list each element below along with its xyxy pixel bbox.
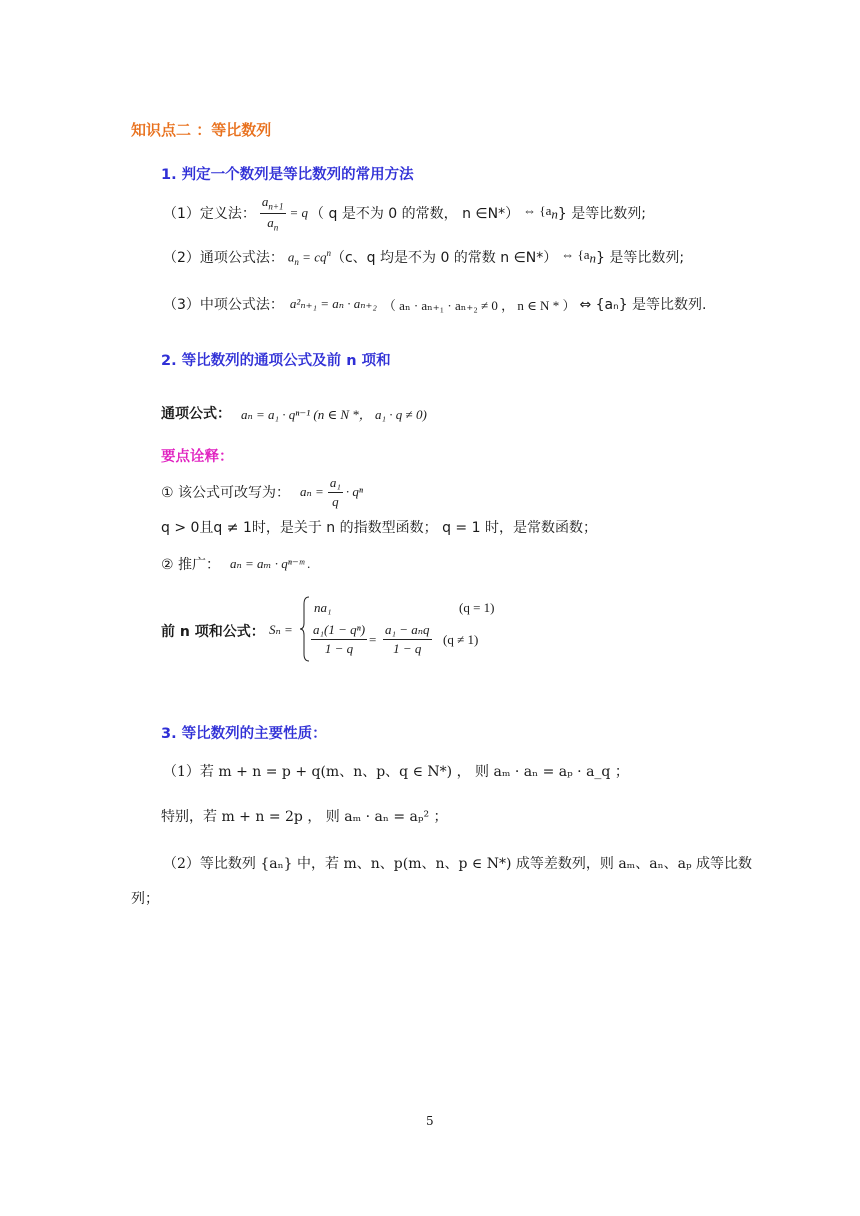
method-2-condition: （c、q 均是不为 0 的常数 n ∈N*）: [330, 250, 558, 266]
sum-case-2-condition: (q ≠ 1): [443, 632, 479, 647]
section-title: 知识点二 ：等比数列: [131, 121, 272, 139]
general-term-row: [161, 403, 427, 423]
method-3-result: ⇔ {aₙ} 是等比数列.: [579, 297, 707, 313]
method-2-row: [163, 247, 684, 267]
sum-label: 前 n 项和公式：: [161, 624, 265, 640]
property-2-line-1: （2）等比数列 {aₙ} 中，若 m、n、p(m、n、p ∈ N*) 成等差数列，则 aₘ、aₙ、aₚ 成等比数: [163, 856, 753, 872]
property-2-line-2: 列；: [131, 891, 159, 907]
method-1-condition: （ q 是不为 0 的常数， n ∈N*）: [310, 206, 520, 222]
note-1-tail: · qⁿ: [345, 484, 363, 499]
definition-fraction: $\frac{a_{n+1}}{a_n}$: [261, 193, 284, 233]
note-1-row: [161, 474, 363, 510]
method-3-row: [163, 294, 707, 314]
sum-case-1-condition: (q = 1): [459, 600, 495, 615]
general-term-formula: aₙ = a₁ · qⁿ⁻¹ (n ∈ N *， a₁ · q ≠ 0): [241, 406, 427, 422]
general-term-label: 通项公式：: [161, 406, 231, 422]
method-3-formula: a²ₙ₊₁ = aₙ · aₙ₊₂: [289, 296, 377, 311]
note-2-label: ② 推广：: [161, 557, 221, 573]
left-brace: [299, 596, 311, 662]
property-1: （1）若 m + n = p + q(m、n、p、q ∈ N*) ， 则 aₘ · aₙ = aₚ · a_q ；: [163, 764, 629, 780]
method-2-result-tail: } 是等比数列;: [596, 250, 685, 266]
method-3-label: （3）中项公式法：: [163, 297, 284, 313]
method-1-label: （1）定义法：: [163, 206, 256, 222]
note-1-lhs: aₙ =: [300, 484, 324, 499]
method-1-result-tail: } 是等比数列;: [557, 206, 646, 222]
page-number: 5: [426, 1114, 434, 1128]
sum-case-1: na₁: [314, 600, 332, 615]
notes-title: 要点诠释：: [161, 449, 234, 465]
property-1-special: 特别，若 m + n = 2p ， 则 aₘ · aₙ = aₚ² ；: [161, 809, 448, 825]
method-1-result: ⇔ {$a_n$: [523, 203, 558, 222]
note-1-fraction: $\frac{\text{a₁}}{q}$: [329, 474, 341, 509]
sum-formula-block: [161, 594, 581, 664]
sum-case-2-fraction-1: $\frac{\text{a₁(1 − qⁿ)}}{1 - q}$: [313, 622, 366, 656]
method-1-eq: = q: [289, 205, 309, 220]
method-2-label: （2）通项公式法：: [163, 250, 284, 266]
s1-title: 1. 判定一个数列是等比数列的常用方法: [161, 167, 414, 183]
s3-title: 3. 等比数列的主要性质：: [161, 726, 327, 742]
method-2-result: ⇔ {$a_n$: [561, 247, 597, 266]
sum-case-2-eq: =: [369, 632, 377, 647]
note-1-line-2: q > 0且q ≠ 1时，是关于 n 的指数型函数； q = 1 时，是常数函数；: [161, 520, 597, 536]
note-2-formula: aₙ = aₘ · qⁿ⁻ᵐ .: [230, 556, 311, 571]
note-1-label: ① 该公式可改写为：: [161, 485, 291, 501]
note-2-row: [161, 554, 311, 574]
method-3-condition: （ aₙ · aₙ₊₁ · aₙ₊₂ ≠ 0 ， n ∈ N * ）: [382, 297, 576, 313]
sum-lhs: Sₙ =: [269, 622, 293, 637]
method-1-row: [163, 193, 646, 233]
method-2-formula: $a_n = cq^n$: [287, 247, 331, 267]
s2-title: 2. 等比数列的通项公式及前 n 项和: [161, 353, 391, 369]
sum-case-2-fraction-2: a₁ − aₙq 1 − q: [385, 622, 430, 656]
